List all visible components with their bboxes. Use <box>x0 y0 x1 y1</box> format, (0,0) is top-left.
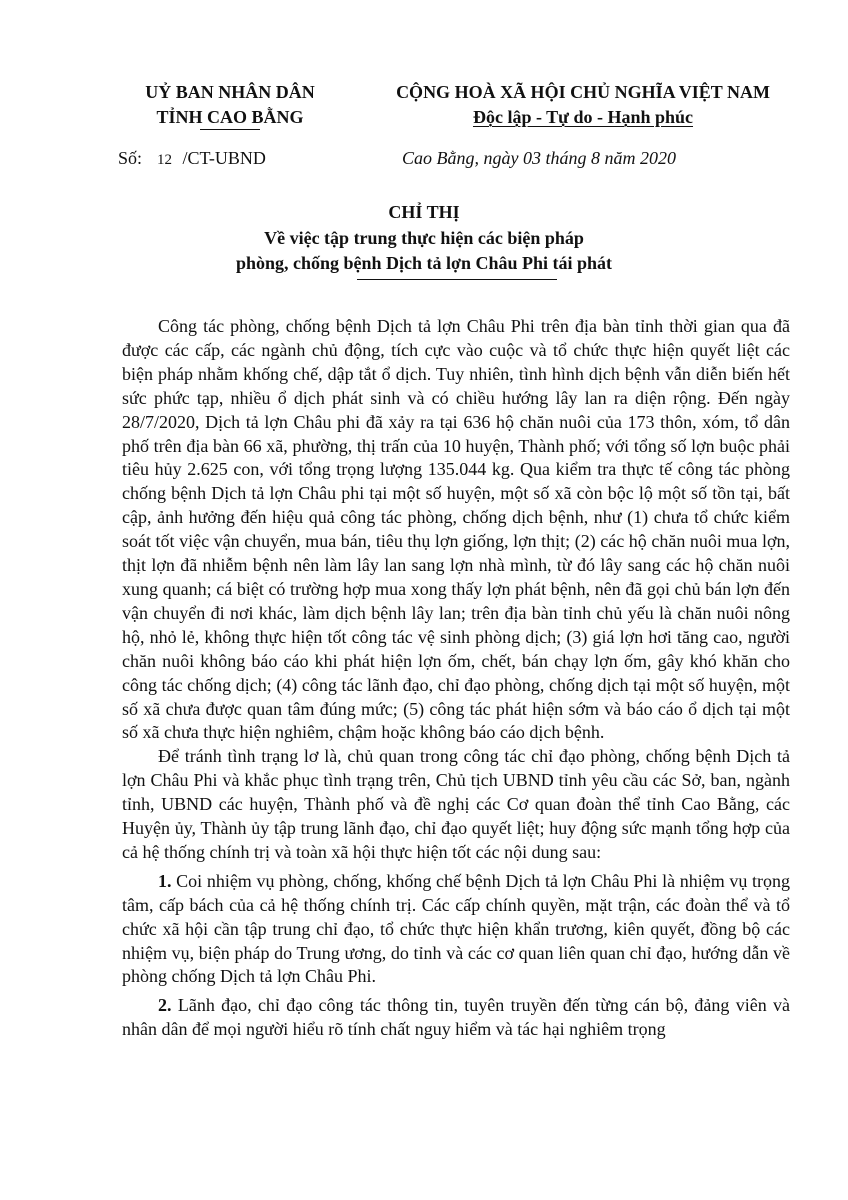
item-1-text: Coi nhiệm vụ phòng, chống, khống chế bệnh Dịch tả lợn Châu Phi là nhiệm vụ trọng tâm, cấp bách của cả hệ thống chính trị. Các cấp chính quyền, mặt trận, các đoàn thể và tổ chức xã hội cần tập trung chỉ đạo, tổ chức thực hiện khẩn trương, kiên quyết, đồng bộ các nhiệm vụ, biện pháp do Trung ương, do tỉnh và các cơ quan liên quan chỉ đạo, hướng dẫn về phòng chống Dịch tả lợn Châu Phi. <box>122 870 791 987</box>
item-1-number: 1. <box>158 870 172 891</box>
body-paragraph-2: Để tránh tình trạng lơ là, chủ quan trong công tác chỉ đạo phòng, chống bệnh Dịch tả lợn Châu Phi và khắc phục tình trạng trên, Chủ tịch UBND tỉnh yêu cầu các Sở, ban, ngành tỉnh, UBND các huyện, Thành phố và đề nghị các Cơ quan đoàn thể tỉnh Cao Bằng, các Huyện ủy, Thành ủy tập trung lãnh đạo, chỉ đạo quyết liệt; huy động sức mạnh tổng hợp của cả hệ thống chính trị và toàn xã hội thực hiện tốt các nội dung sau: <box>122 746 790 862</box>
document-body <box>122 315 790 1047</box>
place-and-date: Cao Bằng, ngày 03 tháng 8 năm 2020 <box>402 148 676 168</box>
body-item-2 <box>122 994 790 1042</box>
number-value: 12 <box>157 152 173 168</box>
document-type: CHỈ THỊ <box>388 202 460 222</box>
number-suffix: /CT-UBND <box>182 148 266 168</box>
body-item-1 <box>122 870 790 990</box>
item-2-text: Lãnh đạo, chỉ đạo công tác thông tin, tuyên truyền đến từng cán bộ, đảng viên và nhân dân để mọi người hiểu rõ tính chất nguy hiểm và tác hại nghiêm trọng <box>122 995 791 1040</box>
item-2-number: 2. <box>158 995 172 1016</box>
issuing-agency <box>110 80 350 130</box>
number-label: Số: <box>118 148 143 168</box>
national-motto: Độc lập - Tự do - Hạnh phúc <box>472 107 694 127</box>
agency-line-2: TỈNH CAO BẰNG <box>156 107 304 127</box>
subject-line-2: phòng, chống bệnh Dịch tả lợn Châu Phi tái phát <box>235 253 613 273</box>
document-number <box>118 146 266 172</box>
body-paragraph-1: Công tác phòng, chống bệnh Dịch tả lợn Châu Phi trên địa bàn tỉnh thời gian qua đã được các cấp, các ngành chủ động, tích cực vào cuộc và tổ chức thực hiện quyết liệt các biện pháp nhằm khống chế, dập tắt ổ dịch. Tuy nhiên, tình hình dịch bệnh vẫn diễn biến hết sức phức tạp, nhiều ổ dịch phát sinh và có chiều hướng lây lan ra diện rộng. Đến ngày 28/7/2020, Dịch tả lợn Châu phi đã xảy ra tại 636 hộ chăn nuôi của 173 thôn, xóm, tổ dân phố trên địa bàn 66 xã, phường, thị trấn của 10 huyện, Thành phố; với tổng số lợn buộc phải tiêu hủy 2.625 con, với tổng trọng lượng 135.044 kg. Qua kiểm tra thực tế công tác phòng chống bệnh Dịch tả lợn Châu phi tại một số huyện, một số xã còn bộc lộ một số tồn tại, bất cập, ảnh hưởng đến hiệu quả công tác phòng, chống dịch bệnh, như (1) chưa tổ chức kiểm soát tốt việc vận chuyển, mua bán, tiêu thụ lợn giống, lợn thịt; (2) các hộ chăn nuôi mua lợn, thịt lợn đã nhiễm bệnh nên làm lây lan sang lợn nhà mình, từ đó lây sang các hộ chăn nuôi xung quanh; cá biệt có trường hợp mua xong thấy lợn phát bệnh, nên đã gọi chủ bán lợn đến vận chuyển đi nơi khác, làm dịch bệnh lây lan; trên địa bàn tỉnh chủ yếu là chăn nuôi nông hộ, nhỏ lẻ, không thực hiện tốt công tác vệ sinh phòng dịch; (3) giá lợn hơi tăng cao, người chăn nuôi không báo cáo khi phát hiện lợn ốm, chết, bán chạy lợn ốm, gây khó khăn cho công tác chống dịch; (4) công tác lãnh đạo, chỉ đạo phòng, chống dịch tại một số huyện, một số xã chưa được quan tâm đúng mức; (5) công tác phát hiện sớm và báo cáo ổ dịch tại một số xã chưa thực hiện nghiêm, chậm hoặc không báo cáo dịch bệnh. <box>122 316 790 743</box>
title-divider <box>357 279 557 280</box>
national-title: CỘNG HOÀ XÃ HỘI CHỦ NGHĨA VIỆT NAM <box>396 82 770 102</box>
subject-line-1: Về việc tập trung thực hiện các biện pháp <box>264 228 584 248</box>
agency-line-1: UỶ BAN NHÂN DÂN <box>145 82 315 102</box>
national-heading <box>378 80 788 130</box>
agency-underline <box>200 129 260 130</box>
